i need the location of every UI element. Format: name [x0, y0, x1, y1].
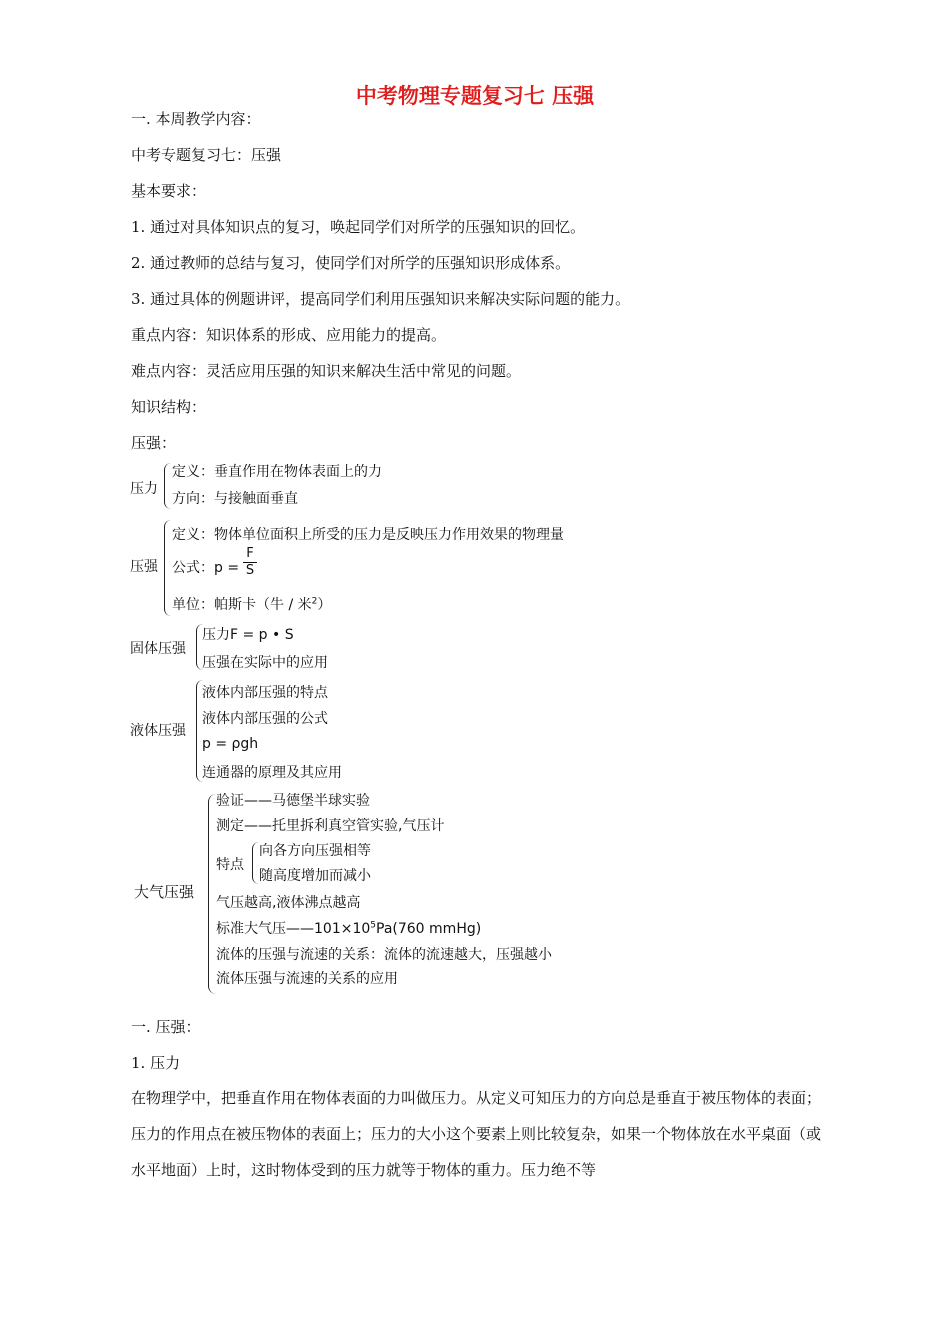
force-definition: 定义：垂直作用在物体表面上的力 — [172, 464, 382, 480]
liquid-pressure-label: 液体压强 — [130, 723, 186, 739]
pressure-formula-fraction — [243, 547, 257, 578]
line-req-1: 1. 通过对具体知识点的复习，唤起同学们对所学的压强知识的回忆。 — [131, 218, 586, 236]
connected-vessel: 连通器的原理及其应用 — [202, 765, 342, 781]
atmosphere-feature-label: 特点 — [216, 857, 244, 873]
feature-equal-directions: 向各方向压强相等 — [259, 843, 371, 859]
atmospheric-pressure-label: 大气压强 — [134, 883, 195, 901]
line-key-points: 重点内容：知识体系的形成、应用能力的提高。 — [131, 326, 447, 344]
feature-brace — [252, 842, 259, 884]
line-difficult-points: 难点内容：灵活应用压强的知识来解决生活中常见的问题。 — [131, 362, 522, 380]
standard-atmosphere-suffix: Pa(760 mmHg) — [376, 921, 482, 937]
line-req-3: 3. 通过具体的例题讲评，提高同学们利用压强知识来解决实际问题的能力。 — [131, 290, 631, 308]
line-knowledge-structure: 知识结构： — [131, 398, 207, 416]
line-requirements: 基本要求： — [131, 182, 207, 200]
subsection-heading: 1. 压力 — [131, 1054, 181, 1072]
liquid-formula: p = ρgh — [202, 736, 259, 752]
standard-atmosphere-prefix: 标准大气压——101×10 — [216, 921, 371, 937]
liquid-feature: 液体内部压强的特点 — [202, 685, 328, 701]
line-topic: 中考专题复习七：压强 — [131, 146, 282, 164]
pressure-unit-exponent: 2 — [311, 596, 318, 607]
atmosphere-verify: 验证——马德堡半球实验 — [216, 793, 370, 809]
body-paragraph: 在物理学中，把垂直作用在物体表面的力叫做压力。从定义可知压力的方向总是垂直于被压物体的表面；压力的作用点在被压物体的表面上；压力的大小这个要素上则比较复杂，如果一个物体放在水平桌面（或水平地面）上时，这时物体受到的压力就等于物体的重力。压力绝不等 — [131, 1089, 822, 1179]
pressure-formula-prefix: 公式：p = — [172, 560, 240, 576]
solid-force-formula: 压力F = p • S — [202, 627, 294, 643]
standard-atmosphere-exponent: 5 — [370, 920, 377, 931]
force-direction: 方向：与接触面垂直 — [172, 491, 298, 507]
pressure-definition: 定义：物体单位面积上所受的压力是反映压力作用效果的物理量 — [172, 527, 564, 543]
line-req-2: 2. 通过教师的总结与复习，使同学们对所学的压强知识形成体系。 — [131, 254, 571, 272]
formula-denominator: S — [245, 563, 255, 578]
pressure-brace — [164, 520, 171, 616]
solid-pressure-label: 固体压强 — [130, 641, 186, 657]
feature-height-decrease: 随高度增加而减小 — [259, 868, 371, 884]
standard-atmosphere — [216, 918, 481, 938]
atmosphere-measure: 测定——托里拆利真空管实验,气压计 — [216, 818, 445, 834]
atmosphere-boiling: 气压越高,液体沸点越高 — [216, 895, 361, 911]
pressure-unit-prefix: 单位：帕斯卡（牛 / 米 — [172, 597, 312, 613]
fluid-relation: 流体的压强与流速的关系：流体的流速越大，压强越小 — [216, 947, 552, 963]
formula-numerator: F — [246, 546, 254, 561]
line-weekly-content: 一. 本周教学内容： — [131, 110, 261, 128]
liquid-formula-title: 液体内部压强的公式 — [202, 711, 328, 727]
force-label: 压力 — [130, 481, 158, 497]
fluid-application: 流体压强与流速的关系的应用 — [216, 971, 398, 987]
force-brace — [164, 463, 171, 509]
knowledge-structure-diagram — [128, 458, 688, 1003]
page-title: 中考物理专题复习七 压强 — [355, 84, 595, 108]
pressure-unit — [172, 594, 331, 614]
pressure-label: 压强 — [130, 559, 158, 575]
solid-application: 压强在实际中的应用 — [202, 655, 328, 671]
line-pressure-heading: 压强： — [131, 434, 177, 452]
pressure-unit-suffix: ） — [317, 597, 332, 613]
section-heading: 一. 压强： — [131, 1018, 201, 1036]
